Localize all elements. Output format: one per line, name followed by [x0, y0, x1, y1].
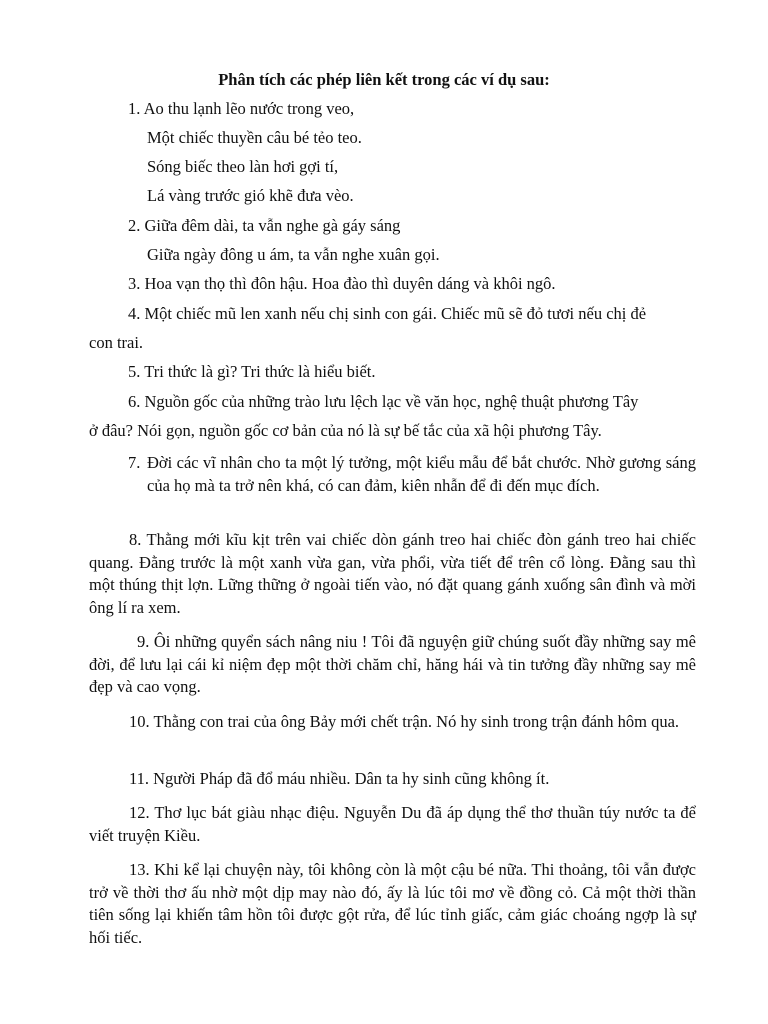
example-5: 5. Tri thức là gì? Tri thức là hiểu biết. [128, 362, 376, 381]
example-1-line-2: Một chiếc thuyền câu bé tẻo teo. [147, 128, 362, 147]
example-9: 9. Ôi những quyển sách nâng niu ! Tôi đã nguyện giữ chúng suốt đầy những say mê đời, để lưu lại cái kỉ niệm đẹp một thời chăm chỉ, hăng hái và tin tưởng đầy những say mê đẹp và cao vọng. [89, 632, 696, 696]
example-7-text: Đời các vĩ nhân cho ta một lý tưởng, một kiểu mẫu để bắt chước. Nhờ gương sáng của họ mà ta trở nên khá, có can đảm, kiên nhẫn để đi đến mục đích. [147, 453, 696, 495]
document-title: Phân tích các phép liên kết trong các ví dụ sau: [218, 70, 550, 89]
example-11: 11. Người Pháp đã đổ máu nhiều. Dân ta hy sinh cũng không ít. [129, 769, 550, 788]
example-6-line-1: 6. Nguồn gốc của những trào lưu lệch lạc về văn học, nghệ thuật phương Tây [128, 392, 639, 411]
example-1-line-3: Sóng biếc theo làn hơi gợi tí, [147, 157, 339, 176]
example-4-line-2: con trai. [89, 333, 144, 352]
example-13: 13. Khi kể lại chuyện này, tôi không còn là một cậu bé nữa. Thi thoảng, tôi vẫn được trở về thời thơ ấu nhờ một dịp may nào đó, ấy là lúc tôi mơ về đồng cỏ. Cả một thời thần tiên sống lại khiến tâm hồn tôi được gột rửa, để lúc tỉnh giấc, cảm giác choáng ngợp là sự hối tiếc. [89, 860, 696, 947]
example-12: 12. Thơ lục bát giàu nhạc điệu. Nguyễn Du đã áp dụng thể thơ thuần túy nước ta để viết truyện Kiều. [89, 803, 696, 845]
example-4-line-1: 4. Một chiếc mũ len xanh nếu chị sinh con gái. Chiếc mũ sẽ đỏ tươi nếu chị đẻ [128, 304, 647, 323]
example-1-line-4: Lá vàng trước gió khẽ đưa vèo. [147, 186, 354, 205]
example-2-line-1: 2. Giữa đêm dài, ta vẫn nghe gà gáy sáng [128, 216, 401, 235]
example-2-line-2: Giữa ngày đông u ám, ta vẫn nghe xuân gọi. [147, 245, 440, 264]
example-7-number: 7. [128, 453, 141, 472]
example-3: 3. Hoa vạn thọ thì đôn hậu. Hoa đào thì duyên dáng và khôi ngô. [128, 274, 556, 293]
example-1-line-1: 1. Ao thu lạnh lẽo nước trong veo, [128, 99, 355, 118]
example-8: 8. Thằng mới kĩu kịt trên vai chiếc dòn gánh treo hai chiếc đòn gánh treo hai chiếc quang. Đằng trước là một xanh vừa gan, vừa phổi, vừa tiết để trên cổ lòng. Đằng sau thì một thúng thịt lợn. Lững thững ở ngoài tiến vào, nó đặt quang gánh xuống sân đình và mời ông lí ra xem. [89, 530, 696, 617]
example-10: 10. Thằng con trai của ông Bảy mới chết trận. Nó hy sinh trong trận đánh hôm qua. [129, 712, 680, 731]
example-6-line-2: ở đâu? Nói gọn, nguồn gốc cơ bản của nó là sự bế tắc của xã hội phương Tây. [89, 421, 602, 440]
